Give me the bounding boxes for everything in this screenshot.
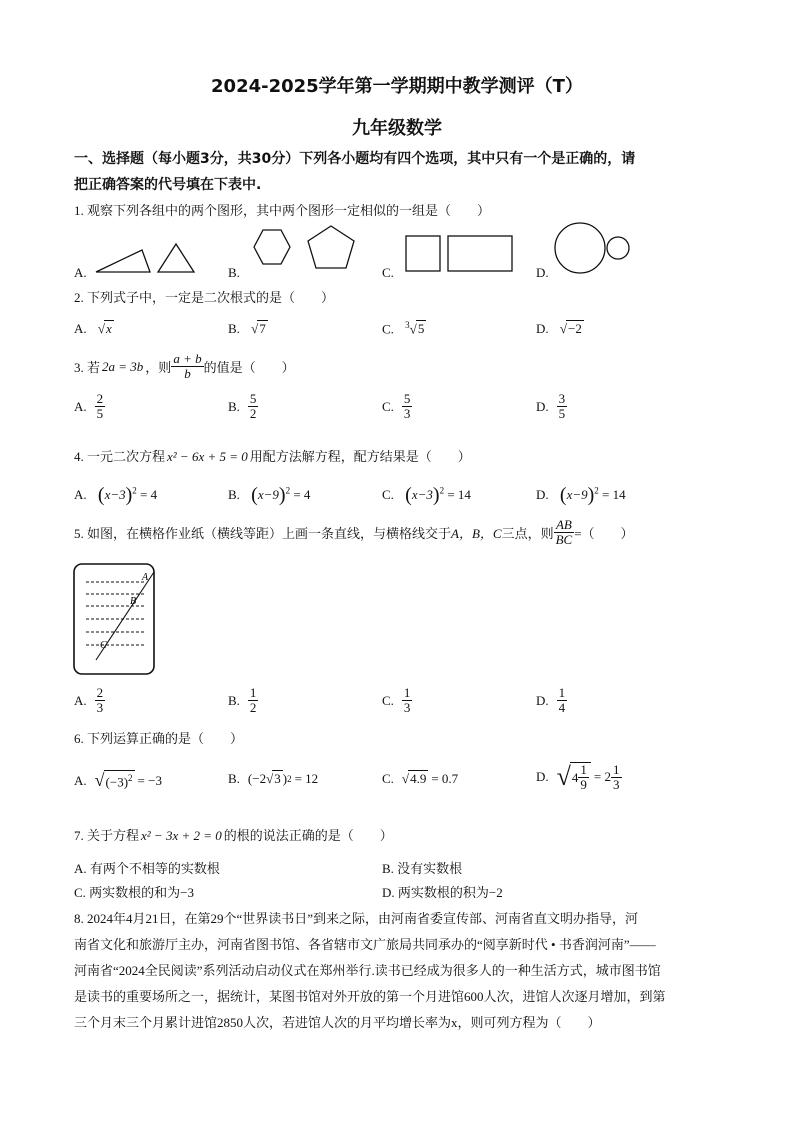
q1-stem: 1. 观察下列各组中的两个图形，其中两个图形一定相似的一组是（ ） <box>74 203 491 218</box>
rectangle-shape <box>448 236 512 271</box>
q4-option-c: C. $(x-3)^2 = 14$ <box>382 484 471 506</box>
q3-equation: 2a = 3b <box>102 358 144 374</box>
q5-stem: 5. 如图，在横格作业纸（横线等距）上画一条直线，与横格线交于 A，B，C 三点，则 $\frac{AB}{BC}$ =（ ） <box>74 517 634 548</box>
q2-c-label: C. <box>382 321 394 337</box>
q5-option-c: C. $\frac{1}{3}$ <box>382 685 411 716</box>
page-title: 2024-2025学年第一学期期中教学测评（T） <box>211 76 583 97</box>
q2-a-radicand: x <box>106 321 112 336</box>
q2-b-radicand: 7 <box>259 321 266 336</box>
q5-option-b: B. $\frac{1}{2}$ <box>228 685 257 716</box>
q2-stem: 2. 下列式子中，一定是二次根式的是（ ） <box>74 290 335 305</box>
q2-option-d: D. √−2 <box>536 321 582 336</box>
page-subtitle: 九年级数学 <box>352 118 442 139</box>
q7-stem: 7. 关于方程 x² − 3x + 2 = 0 的根的说法正确的是（ ） <box>74 828 393 843</box>
section-heading-line2: 把正确答案的代号填在下表中. <box>74 177 262 193</box>
q7-option-c: C. 两实数根的和为−3 <box>74 885 195 900</box>
q7-option-a: A. 有两个不相等的实数根 <box>74 861 220 876</box>
q2-option-b: B. √7 <box>228 321 266 336</box>
q8-line-2: 南省文化和旅游厅主办，河南省图书馆、各省辖市文广旅局共同承办的“阅享新时代 • 书香润河南”—— <box>74 937 656 952</box>
q3-pre: 3. 若 <box>74 360 101 376</box>
q4-option-b: B. $(x-9)^2 = 4$ <box>228 484 311 506</box>
q4-equation: x² − 6x + 5 = 0 <box>167 449 248 464</box>
q7-option-b: B. 没有实数根 <box>382 861 463 876</box>
point-c-label: C <box>100 640 107 651</box>
q2-d-label: D. <box>536 321 549 336</box>
q5-points: A，B，C <box>451 526 502 542</box>
hexagon-shape <box>254 230 290 264</box>
q5-fraction: $\frac{AB}{BC}$ <box>555 517 573 548</box>
q6-stem: 6. 下列运算正确的是（ ） <box>74 731 244 746</box>
q8-line-5: 三个月末三个月累计进馆2850人次，若进馆人次的月平均增长率为x，则可列方程为（ ） <box>74 1015 601 1030</box>
q3-fraction: $\frac{a + b}{b}$ <box>173 351 202 382</box>
q3-option-d: D. $\frac{3}{5}$ <box>536 391 566 422</box>
q8-line-3: 河南省“2024全民阅读”系列活动启动仪式在郑州举行.读书已经成为很多人的一种生活方式，城市图书馆 <box>74 963 661 978</box>
q2-a-label: A. <box>74 321 87 336</box>
q2-b-label: B. <box>228 321 240 336</box>
q1-option-c-label: C. <box>382 265 394 280</box>
small-circle-shape <box>607 237 629 259</box>
q6-option-c: C. √ 4.9 = 0.7 <box>382 770 459 786</box>
square-shape <box>406 236 440 271</box>
q2-option-a: A. √x <box>74 321 112 336</box>
pentagon-shape <box>308 226 354 268</box>
q2-option-c: C. $^3$√5 <box>382 320 425 337</box>
q5-option-a: A. $\frac{2}{3}$ <box>74 685 104 716</box>
q3-option-c: C. $\frac{5}{3}$ <box>382 391 411 422</box>
q3-post: 的值是（ ） <box>203 360 295 376</box>
q6-option-a: A. √ $(-3)^2$ = −3 <box>74 770 162 790</box>
q7-option-d: D. 两实数根的积为−2 <box>382 885 503 900</box>
q1-option-b-label: B. <box>228 265 240 280</box>
q1-option-a-label: A. <box>74 265 87 280</box>
q2-c-radicand: 5 <box>417 321 425 337</box>
q1-option-d-label: D. <box>536 265 549 280</box>
q4-option-a: A. $(x-3)^2 = 4$ <box>74 484 158 506</box>
q6-option-d: D. √ 4 $\frac{1}{9}$ = 2 $\frac{1}{3}$ <box>536 761 620 793</box>
point-b-label: B <box>130 596 137 607</box>
q7-equation: x² − 3x + 2 = 0 <box>141 828 222 843</box>
q5-option-d: D. $\frac{1}{4}$ <box>536 685 566 716</box>
q4-stem: 4. 一元二次方程 x² − 6x + 5 = 0 用配方法解方程，配方结果是（ ） <box>74 449 471 464</box>
q1-figure-b <box>244 222 364 274</box>
q6-option-b: B. (−2 √ 3 ) 2 = 12 <box>228 770 319 786</box>
q4-option-d: D. $(x-9)^2 = 14$ <box>536 484 626 506</box>
equilateral-triangle-shape <box>158 244 194 272</box>
q2-d-radicand: −2 <box>568 321 582 336</box>
q3-stem <box>74 352 295 382</box>
q1-figure-a <box>92 238 212 278</box>
q5-lined-paper-figure <box>72 562 156 676</box>
q8-line-4: 是读书的重要场所之一，据统计，某图书馆对外开放的第一个月进馆600人次，进馆人次逐月增加，到第 <box>74 989 666 1004</box>
q3-mid: ，则 <box>145 360 172 376</box>
large-circle-shape <box>555 223 605 273</box>
q8-line-1: 8. 2024年4月21日，在第29个“世界读书日”到来之际，由河南省委宣传部、河南省直文明办指导，河 <box>74 911 639 926</box>
q1-figure-d <box>552 218 642 278</box>
section-heading-line1: 一、选择题（每小题3分，共30分）下列各小题均有四个选项，其中只有一个是正确的，请 <box>74 151 636 167</box>
q3-option-b: B. $\frac{5}{2}$ <box>228 391 257 422</box>
thin-triangle-shape <box>96 250 150 272</box>
q3-option-a: A. $\frac{2}{5}$ <box>74 391 104 422</box>
point-a-label: A <box>142 572 149 583</box>
q2-c-index: 3 <box>405 320 410 330</box>
q1-figure-c <box>400 232 520 276</box>
